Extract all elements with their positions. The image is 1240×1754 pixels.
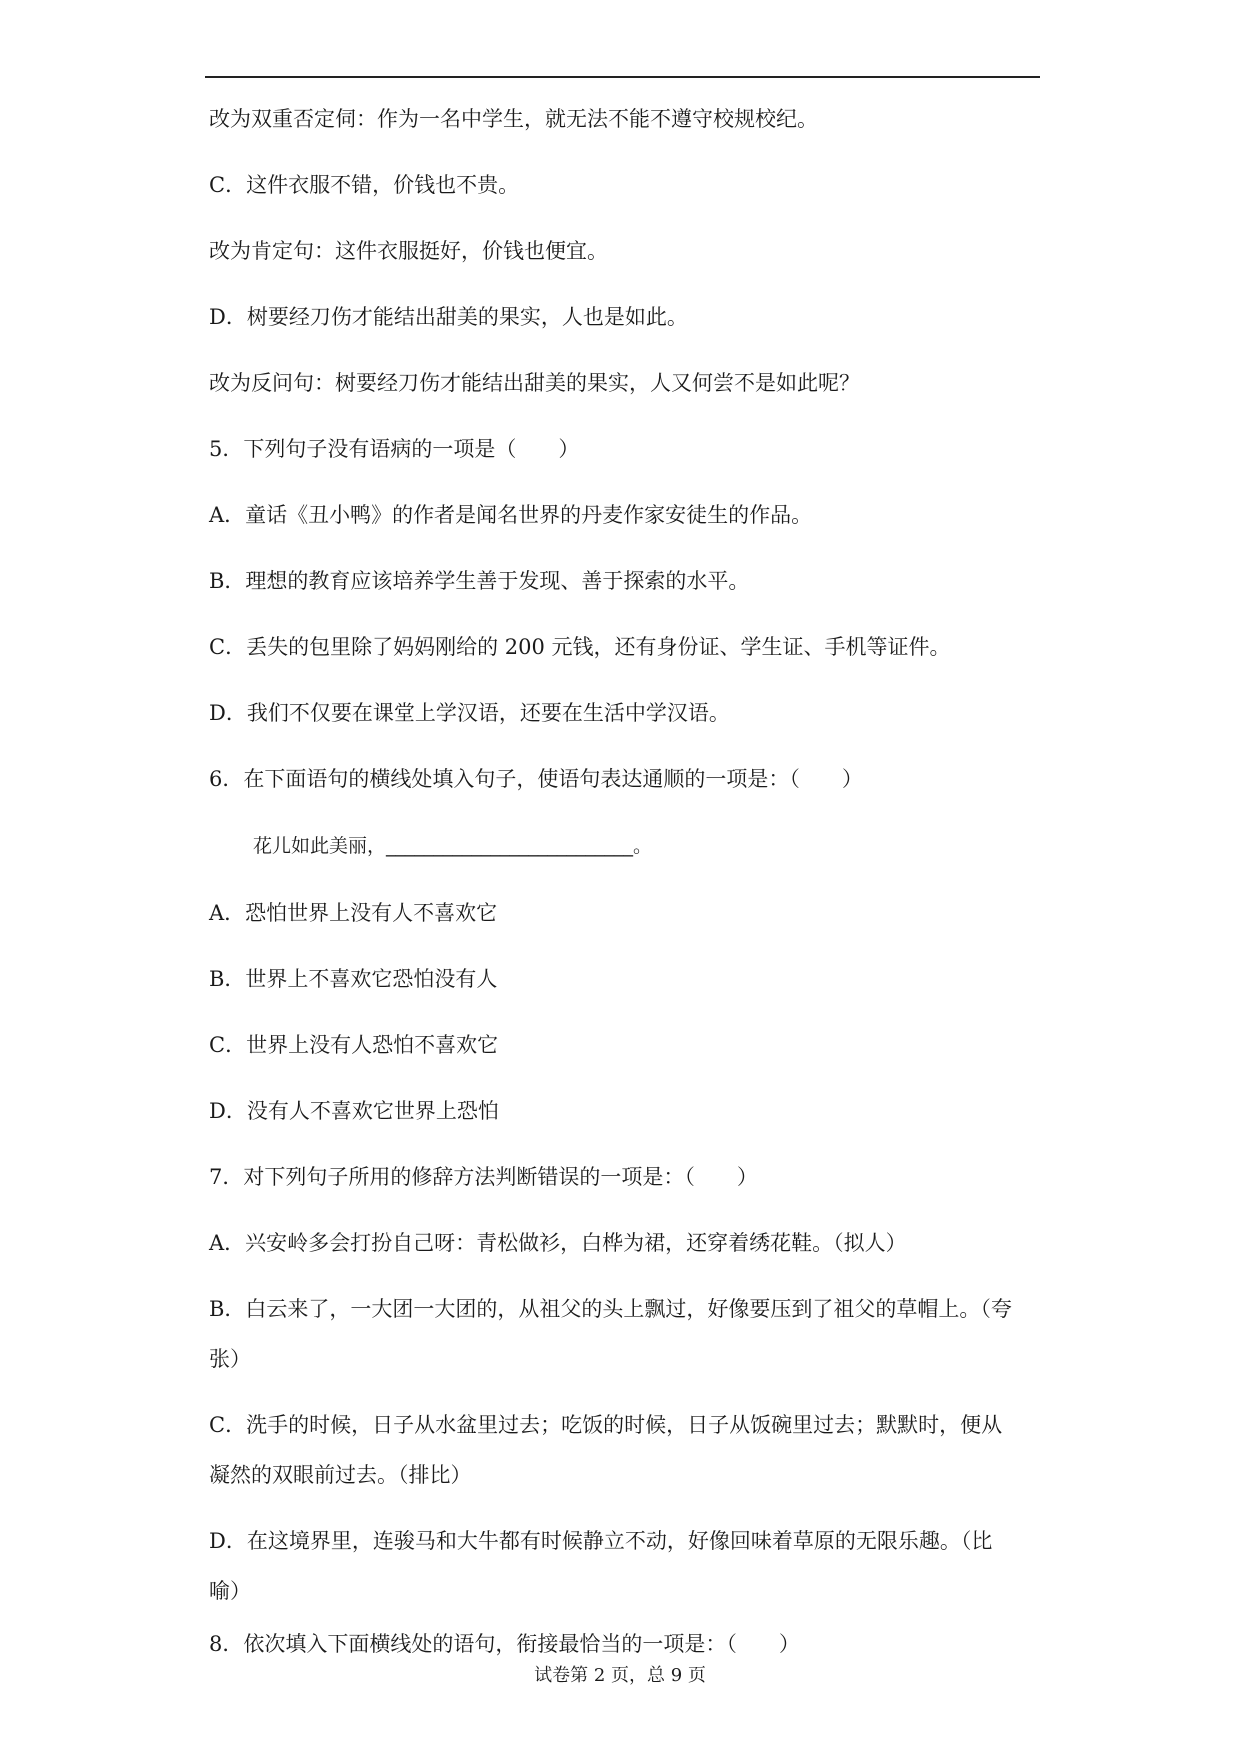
question-6-stem: 6．在下面语句的横线处填入句子，使语句表达通顺的一项是：（ ）	[209, 767, 863, 791]
question-7-option-c-cont: 凝然的双眼前过去。（排比）	[209, 1463, 472, 1487]
question-6-option-d: D．没有人不喜欢它世界上恐怕	[209, 1099, 499, 1123]
question-7-option-c: C．洗手的时候，日子从水盆里过去；吃饭的时候，日子从饭碗里过去；默默时，便从	[209, 1413, 1003, 1437]
question-5-option-d: D．我们不仅要在课堂上学汉语，还要在生活中学汉语。	[209, 701, 730, 725]
question-8-stem: 8．依次填入下面横线处的语句，衔接最恰当的一项是：（ ）	[209, 1632, 800, 1656]
question-6-option-c: C．世界上没有人恐怕不喜欢它	[209, 1033, 499, 1057]
question-7-stem: 7．对下列句子所用的修辞方法判断错误的一项是：（ ）	[209, 1165, 758, 1189]
question-5-option-b: B．理想的教育应该培养学生善于发现、善于探索的水平。	[209, 569, 750, 593]
question-5-option-c: C．丢失的包里除了妈妈刚给的 200 元钱，还有身份证、学生证、手机等证件。	[209, 635, 951, 659]
text-line-q4-c-answer: 改为肯定句：这件衣服挺好，价钱也便宜。	[209, 239, 608, 263]
question-7-option-b: B．白云来了，一大团一大团的，从祖父的头上飘过，好像要压到了祖父的草帽上。（夸	[209, 1297, 1012, 1321]
question-7-option-a: A．兴安岭多会打扮自己呀：青松做衫，白桦为裙，还穿着绣花鞋。（拟人）	[209, 1231, 907, 1255]
question-6-option-a: A．恐怕世界上没有人不喜欢它	[209, 901, 498, 925]
text-line-q4-d-answer: 改为反问句：树要经刀伤才能结出甜美的果实，人又何尝不是如此呢？	[209, 371, 860, 395]
question-7-option-d-cont: 喻）	[209, 1579, 251, 1603]
page-footer: 试卷第 2 页，总 9 页	[534, 1665, 706, 1686]
question-7-option-b-cont: 张）	[209, 1347, 251, 1371]
question-7-option-d: D．在这境界里，连骏马和大牛都有时候静立不动，好像回味着草原的无限乐趣。（比	[209, 1529, 993, 1553]
question-6-fill-sentence: 花儿如此美丽，__________________________。	[253, 835, 653, 857]
text-line-q4-option-d: D．树要经刀伤才能结出甜美的果实，人也是如此。	[209, 305, 688, 329]
question-5-option-a: A．童话《丑小鸭》的作者是闻名世界的丹麦作家安徒生的作品。	[209, 503, 813, 527]
text-line-q4-option-c: C．这件衣服不错，价钱也不贵。	[209, 173, 520, 197]
text-line-q4-b-answer: 改为双重否定伺：作为一名中学生，就无法不能不遵守校规校纪。	[209, 107, 818, 131]
header-rule	[205, 76, 1040, 78]
question-5-stem: 5．下列句子没有语病的一项是（ ）	[209, 437, 580, 461]
question-6-option-b: B．世界上不喜欢它恐怕没有人	[209, 967, 498, 991]
